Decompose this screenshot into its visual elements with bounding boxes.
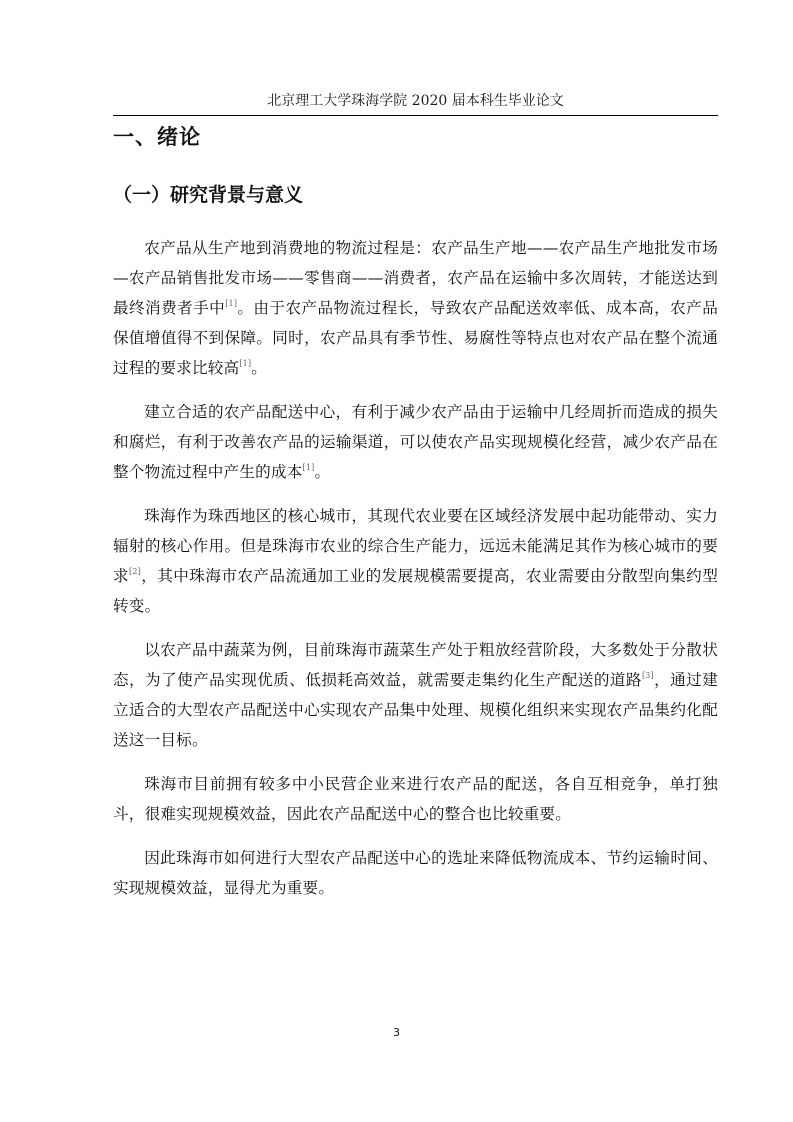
paragraph-text: 。 [314,463,331,481]
subsection-heading: （一）研究背景与意义 [113,184,304,206]
body-paragraph [113,397,718,487]
paragraph-text: 。由于农产品物流过程长，导致农产品配送效率低、成本高，农产品保值增值得不到保障。同时，农产品具有季节性、易腐性等特点也对农产品在整个流通过程的要求比较高 [113,299,718,377]
paragraph-text: 珠海市目前拥有较多中小民营企业来进行农产品的配送，各自互相竞争，单打独斗，很难实现规模效益，因此农产品配送中心的整合也比较重要。 [113,775,718,823]
paragraph-text: ，其中珠海市农产品流通加工业的发展规模需要提高，农业需要由分散型向集约型转变。 [113,567,718,615]
citation-marker: [2] [129,567,141,576]
citation-marker: [1] [302,463,315,472]
running-header-title: 北京理工大学珠海学院 2020 届本科生毕业论文 [267,93,564,109]
paragraph-text: 珠海作为珠西地区的核心城市，其现代农业要在区域经济发展中起功能带动、实力辐射的核心作用。但是珠海市农业的综合生产能力，远远未能满足其作为核心城市的要求 [113,507,718,585]
body-paragraph [113,233,718,383]
page-number: 3 [393,1026,400,1039]
body-paragraph [113,501,718,621]
citation-marker: [1] [239,359,252,368]
paragraph-text: 建立合适的农产品配送中心，有利于减少农产品由于运输中几经周折而造成的损失和腐烂，有利于改善农产品的运输渠道，可以使农产品实现规模化经营，减少农产品在整个物流过程中产生的成本 [113,403,718,481]
citation-marker: [1] [225,299,238,308]
body-text [113,233,718,917]
paragraph-text: 因此珠海市如何进行大型农产品配送中心的选址来降低物流成本、节约运输时间、实现规模效益，显得尤为重要。 [113,849,718,897]
paragraph-text: ，通过建立适合的大型农产品配送中心实现农产品集中处理、规模化组织来实现农产品集约化配送这一目标。 [113,671,718,749]
section-heading: 一、绪论 [113,125,201,149]
paragraph-text: 。 [251,359,268,377]
running-header [113,91,718,116]
body-paragraph [113,635,718,755]
body-paragraph [113,843,718,903]
paragraph-text: 以农产品中蔬菜为例，目前珠海市蔬菜生产处于粗放经营阶段，大多数处于分散状态，为了使产品实现优质、低损耗高效益，就需要走集约化生产配送的道路 [113,641,718,689]
citation-marker: [3] [641,671,654,680]
body-paragraph [113,769,718,829]
paragraph-text: 农产品从生产地到消费地的物流过程是：农产品生产地——农产品生产地批发市场—农产品销售批发市场——零售商——消费者，农产品在运输中多次周转，才能送达到最终消费者手中 [113,239,718,317]
